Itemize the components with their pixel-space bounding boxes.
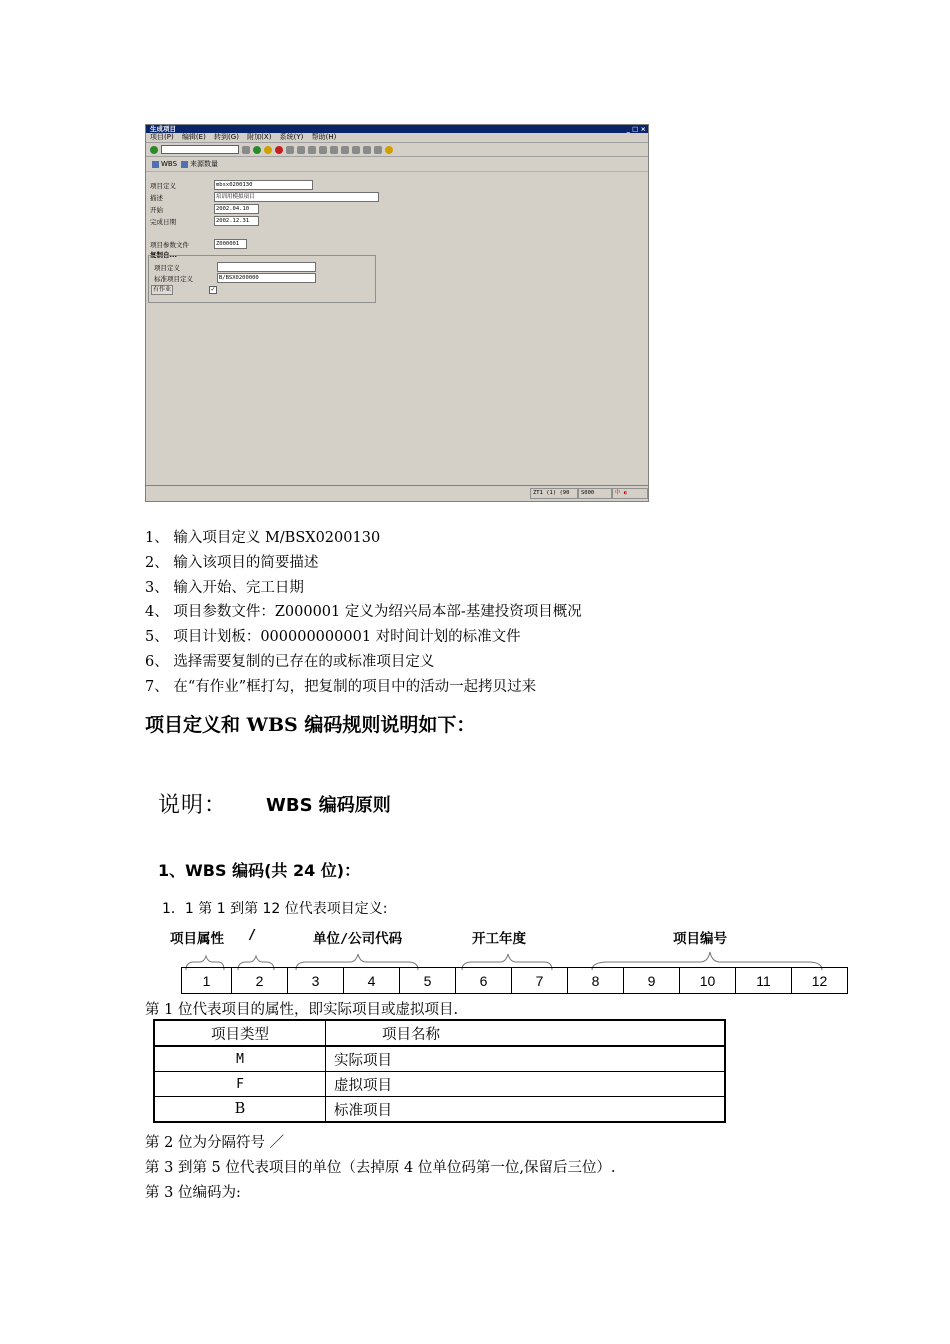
subsection-title: 1．1 第 1 到第 12 位代表项目定义:	[162, 901, 388, 917]
desc-input[interactable]: 培训用模拟项目	[214, 192, 379, 202]
step-list	[145, 526, 582, 700]
menu-item-system[interactable]: 系统(Y)	[279, 133, 304, 141]
step-item: 3、 输入开始、完工日期	[145, 579, 304, 596]
copy-from-label: 复制自...	[150, 251, 177, 259]
step-item: 2、 输入该项目的简要描述	[145, 554, 319, 571]
project-type-table	[153, 1019, 726, 1123]
step-item: 7、 在“有作业”框打勾，把复制的项目中的活动一起拷贝过来	[145, 678, 537, 695]
std-def-input[interactable]: B/BSX0200000	[217, 273, 316, 283]
table-header-row	[154, 1020, 725, 1046]
group-label-attribute: 项目属性	[170, 931, 224, 947]
digit-cell: 6	[456, 968, 512, 994]
menu-bar	[146, 133, 648, 143]
quantity-icon	[181, 161, 188, 168]
section-title: 1、WBS 编码(共 24 位)：	[158, 861, 361, 880]
group-label-number: 项目编号	[673, 931, 727, 947]
new-session-icon[interactable]	[363, 146, 371, 154]
paragraph-digit3-5: 第 3 到第 5 位代表项目的单位（去掉原 4 位单位码第一位,保留后三位）.	[145, 1160, 616, 1176]
table-row	[154, 1072, 725, 1097]
form-area	[146, 175, 648, 485]
window-titlebar	[146, 125, 648, 133]
digit-cell: 8	[568, 968, 624, 994]
wbs-button[interactable]: WBS	[152, 160, 177, 168]
finish-label: 完成日期	[150, 218, 176, 226]
window-controls-icon[interactable]: _ □ ×	[626, 125, 646, 133]
save-icon[interactable]	[242, 146, 250, 154]
exit-icon[interactable]	[264, 146, 272, 154]
menu-item-extras[interactable]: 附加(X)	[247, 133, 272, 141]
digit-cell: 10	[680, 968, 736, 994]
digit-cell: 9	[624, 968, 680, 994]
digit-cell: 3	[288, 968, 344, 994]
digit-row	[182, 968, 848, 994]
digit-cell: 11	[736, 968, 792, 994]
type-code: B	[154, 1097, 326, 1123]
group-label-unit: 单位/公司代码	[313, 931, 403, 947]
menu-item-help[interactable]: 帮助(H)	[311, 133, 337, 141]
source-quantity-button[interactable]: 来源数量	[181, 159, 218, 169]
digit-cell: 12	[792, 968, 848, 994]
table-row	[154, 1097, 725, 1123]
help-icon[interactable]	[385, 146, 393, 154]
profile-label: 项目参数文件	[150, 241, 189, 249]
digit-cell: 2	[232, 968, 288, 994]
find-icon[interactable]	[297, 146, 305, 154]
digit-cell: 4	[344, 968, 400, 994]
sap-screenshot	[145, 124, 649, 502]
std-def-label: 标准项目定义	[154, 275, 193, 283]
header-name: 项目名称	[326, 1020, 726, 1046]
cancel-icon[interactable]	[275, 146, 283, 154]
status-bar	[146, 485, 648, 501]
type-name: 虚拟项目	[326, 1072, 726, 1097]
table-row	[154, 1046, 725, 1072]
activities-label: 有作业	[153, 286, 172, 293]
digit-cell: 1	[182, 968, 232, 994]
step-item: 4、 项目参数文件：Z000001 定义为绍兴局本部-基建投资项目概况	[145, 604, 582, 621]
desc-label: 描述	[150, 194, 163, 202]
ime-indicator-icon[interactable]: 中 ◐	[612, 488, 648, 499]
shortcut-icon[interactable]	[374, 146, 382, 154]
first-page-icon[interactable]	[319, 146, 327, 154]
activities-checkbox[interactable]: ✓	[210, 286, 216, 293]
standard-toolbar	[146, 143, 648, 157]
next-page-icon[interactable]	[341, 146, 349, 154]
digit-cell: 7	[512, 968, 568, 994]
menu-item-edit[interactable]: 编辑(E)	[181, 133, 206, 141]
step-item: 1、 输入项目定义 M/BSX0200130	[145, 530, 381, 546]
group-label-year: 开工年度	[472, 931, 526, 947]
status-system: ZT1 (1) (90	[530, 488, 578, 499]
step-item: 5、 项目计划板：000000000001 对时间计划的标准文件	[145, 629, 521, 646]
last-page-icon[interactable]	[352, 146, 360, 154]
group-label-separator: /	[248, 927, 257, 943]
menu-item-goto[interactable]: 转到(G)	[214, 133, 239, 141]
header-type: 项目类型	[154, 1020, 326, 1046]
explanation-topic: WBS 编码原则	[266, 795, 391, 816]
wbs-icon	[152, 161, 159, 168]
type-code: M	[154, 1046, 326, 1072]
digit-table	[181, 967, 848, 994]
explanation-line	[158, 788, 391, 819]
menu-item-project[interactable]: 项目(P)	[150, 133, 174, 141]
start-date-input[interactable]: 2002.04.10	[214, 204, 259, 214]
digit-cell: 5	[400, 968, 456, 994]
start-label: 开始	[150, 206, 163, 214]
print-icon[interactable]	[286, 146, 294, 154]
profile-input[interactable]: Z000001	[214, 239, 247, 249]
project-def-input[interactable]: mbsx0200130	[214, 180, 313, 190]
project-def-label: 项目定义	[150, 182, 176, 190]
window-title: 生成项目	[150, 125, 176, 133]
prev-page-icon[interactable]	[330, 146, 338, 154]
type-name: 标准项目	[326, 1097, 726, 1123]
step-item: 6、 选择需要复制的已存在的或标准项目定义	[145, 653, 435, 670]
type-code: F	[154, 1072, 326, 1097]
finish-date-input[interactable]: 2002.12.31	[214, 216, 259, 226]
paragraph-digit1: 第 1 位代表项目的属性，即实际项目或虚拟项目.	[145, 1002, 459, 1018]
copy-proj-def-input[interactable]	[217, 262, 316, 272]
copy-proj-def-label: 项目定义	[154, 264, 180, 272]
application-toolbar	[146, 157, 648, 172]
type-name: 实际项目	[326, 1046, 726, 1072]
explanation-label: 说明：	[158, 793, 228, 818]
find-next-icon[interactable]	[308, 146, 316, 154]
paragraph-digit2: 第 2 位为分隔符号 ／	[145, 1135, 285, 1151]
command-field[interactable]	[161, 145, 239, 154]
paragraph-digit3: 第 3 位编码为:	[145, 1185, 241, 1201]
enter-icon[interactable]	[150, 146, 158, 154]
status-server: S000	[578, 488, 612, 499]
rules-heading: 项目定义和 WBS 编码规则说明如下：	[145, 714, 476, 736]
back-icon[interactable]	[253, 146, 261, 154]
